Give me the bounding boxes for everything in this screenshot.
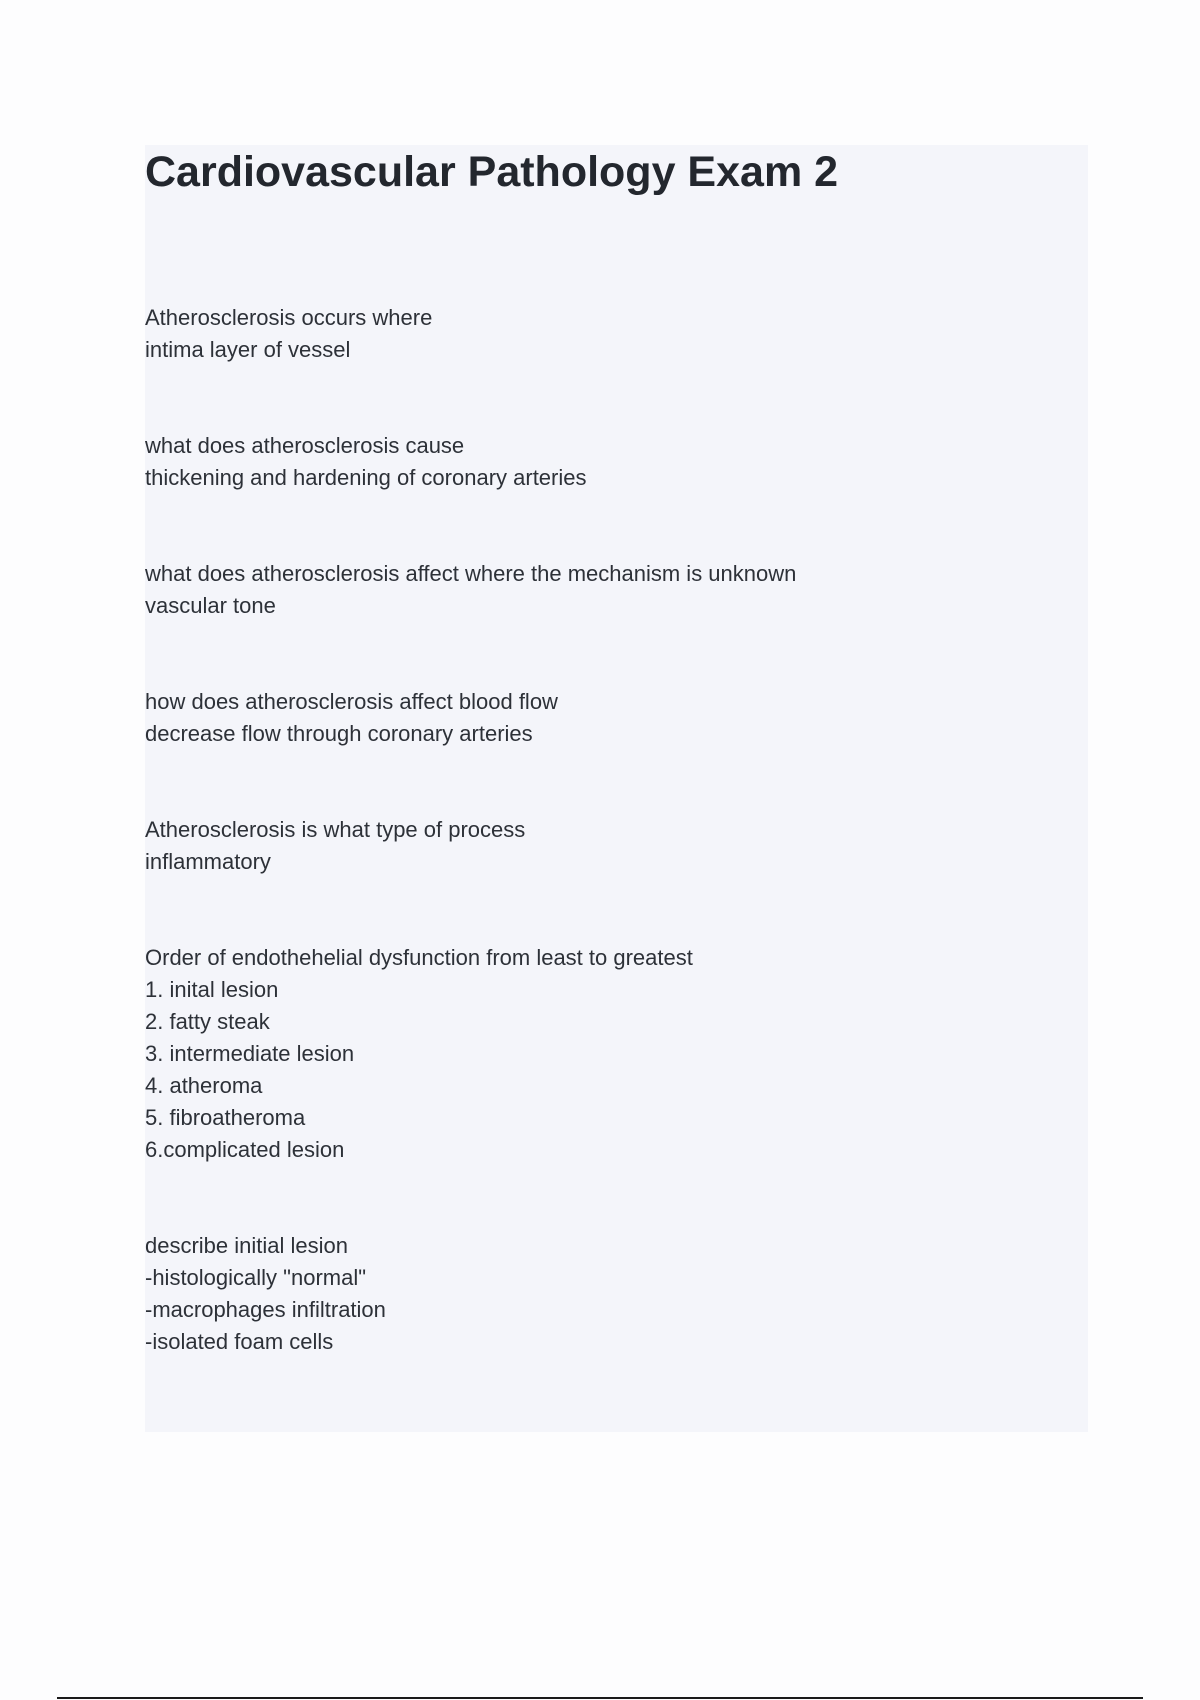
flashcard-item [145, 302, 1045, 366]
answer-text: intima layer of vessel [145, 337, 351, 362]
answer-list-item: 2. fatty steak [145, 1009, 270, 1034]
flashcard-item [145, 942, 1045, 1166]
document-title: Cardiovascular Pathology Exam 2 [145, 148, 839, 196]
question-text: what does atherosclerosis cause [145, 433, 465, 458]
question-text: what does atherosclerosis affect where the mechanism is unknown [145, 561, 797, 586]
question-text: Atherosclerosis is what type of process [145, 817, 526, 842]
flashcard-item [145, 430, 1045, 494]
answer-list-item: 5. fibroatheroma [145, 1105, 306, 1130]
answer-list-item: 1. inital lesion [145, 977, 279, 1002]
question-text: Order of endothehelial dysfunction from least to greatest [145, 945, 693, 970]
flashcard-item [145, 814, 1045, 878]
flashcard-list [145, 302, 1045, 1422]
answer-list-item: -isolated foam cells [145, 1329, 334, 1354]
flashcard-item [145, 1230, 1045, 1358]
flashcard-item [145, 686, 1045, 750]
answer-text: vascular tone [145, 593, 276, 618]
question-text: how does atherosclerosis affect blood flow [145, 689, 558, 714]
answer-list-item: 6.complicated lesion [145, 1137, 345, 1162]
answer-list-item: -histologically "normal" [145, 1265, 367, 1290]
answer-list-item: -macrophages infiltration [145, 1297, 386, 1322]
flashcard-item [145, 558, 1045, 622]
answer-text: decrease flow through coronary arteries [145, 721, 533, 746]
question-text: Atherosclerosis occurs where [145, 305, 433, 330]
answer-text: thickening and hardening of coronary arteries [145, 465, 587, 490]
answer-list-item: 4. atheroma [145, 1073, 263, 1098]
footer-divider [57, 1697, 1143, 1699]
answer-text: inflammatory [145, 849, 271, 874]
answer-list-item: 3. intermediate lesion [145, 1041, 355, 1066]
question-text: describe initial lesion [145, 1233, 348, 1258]
